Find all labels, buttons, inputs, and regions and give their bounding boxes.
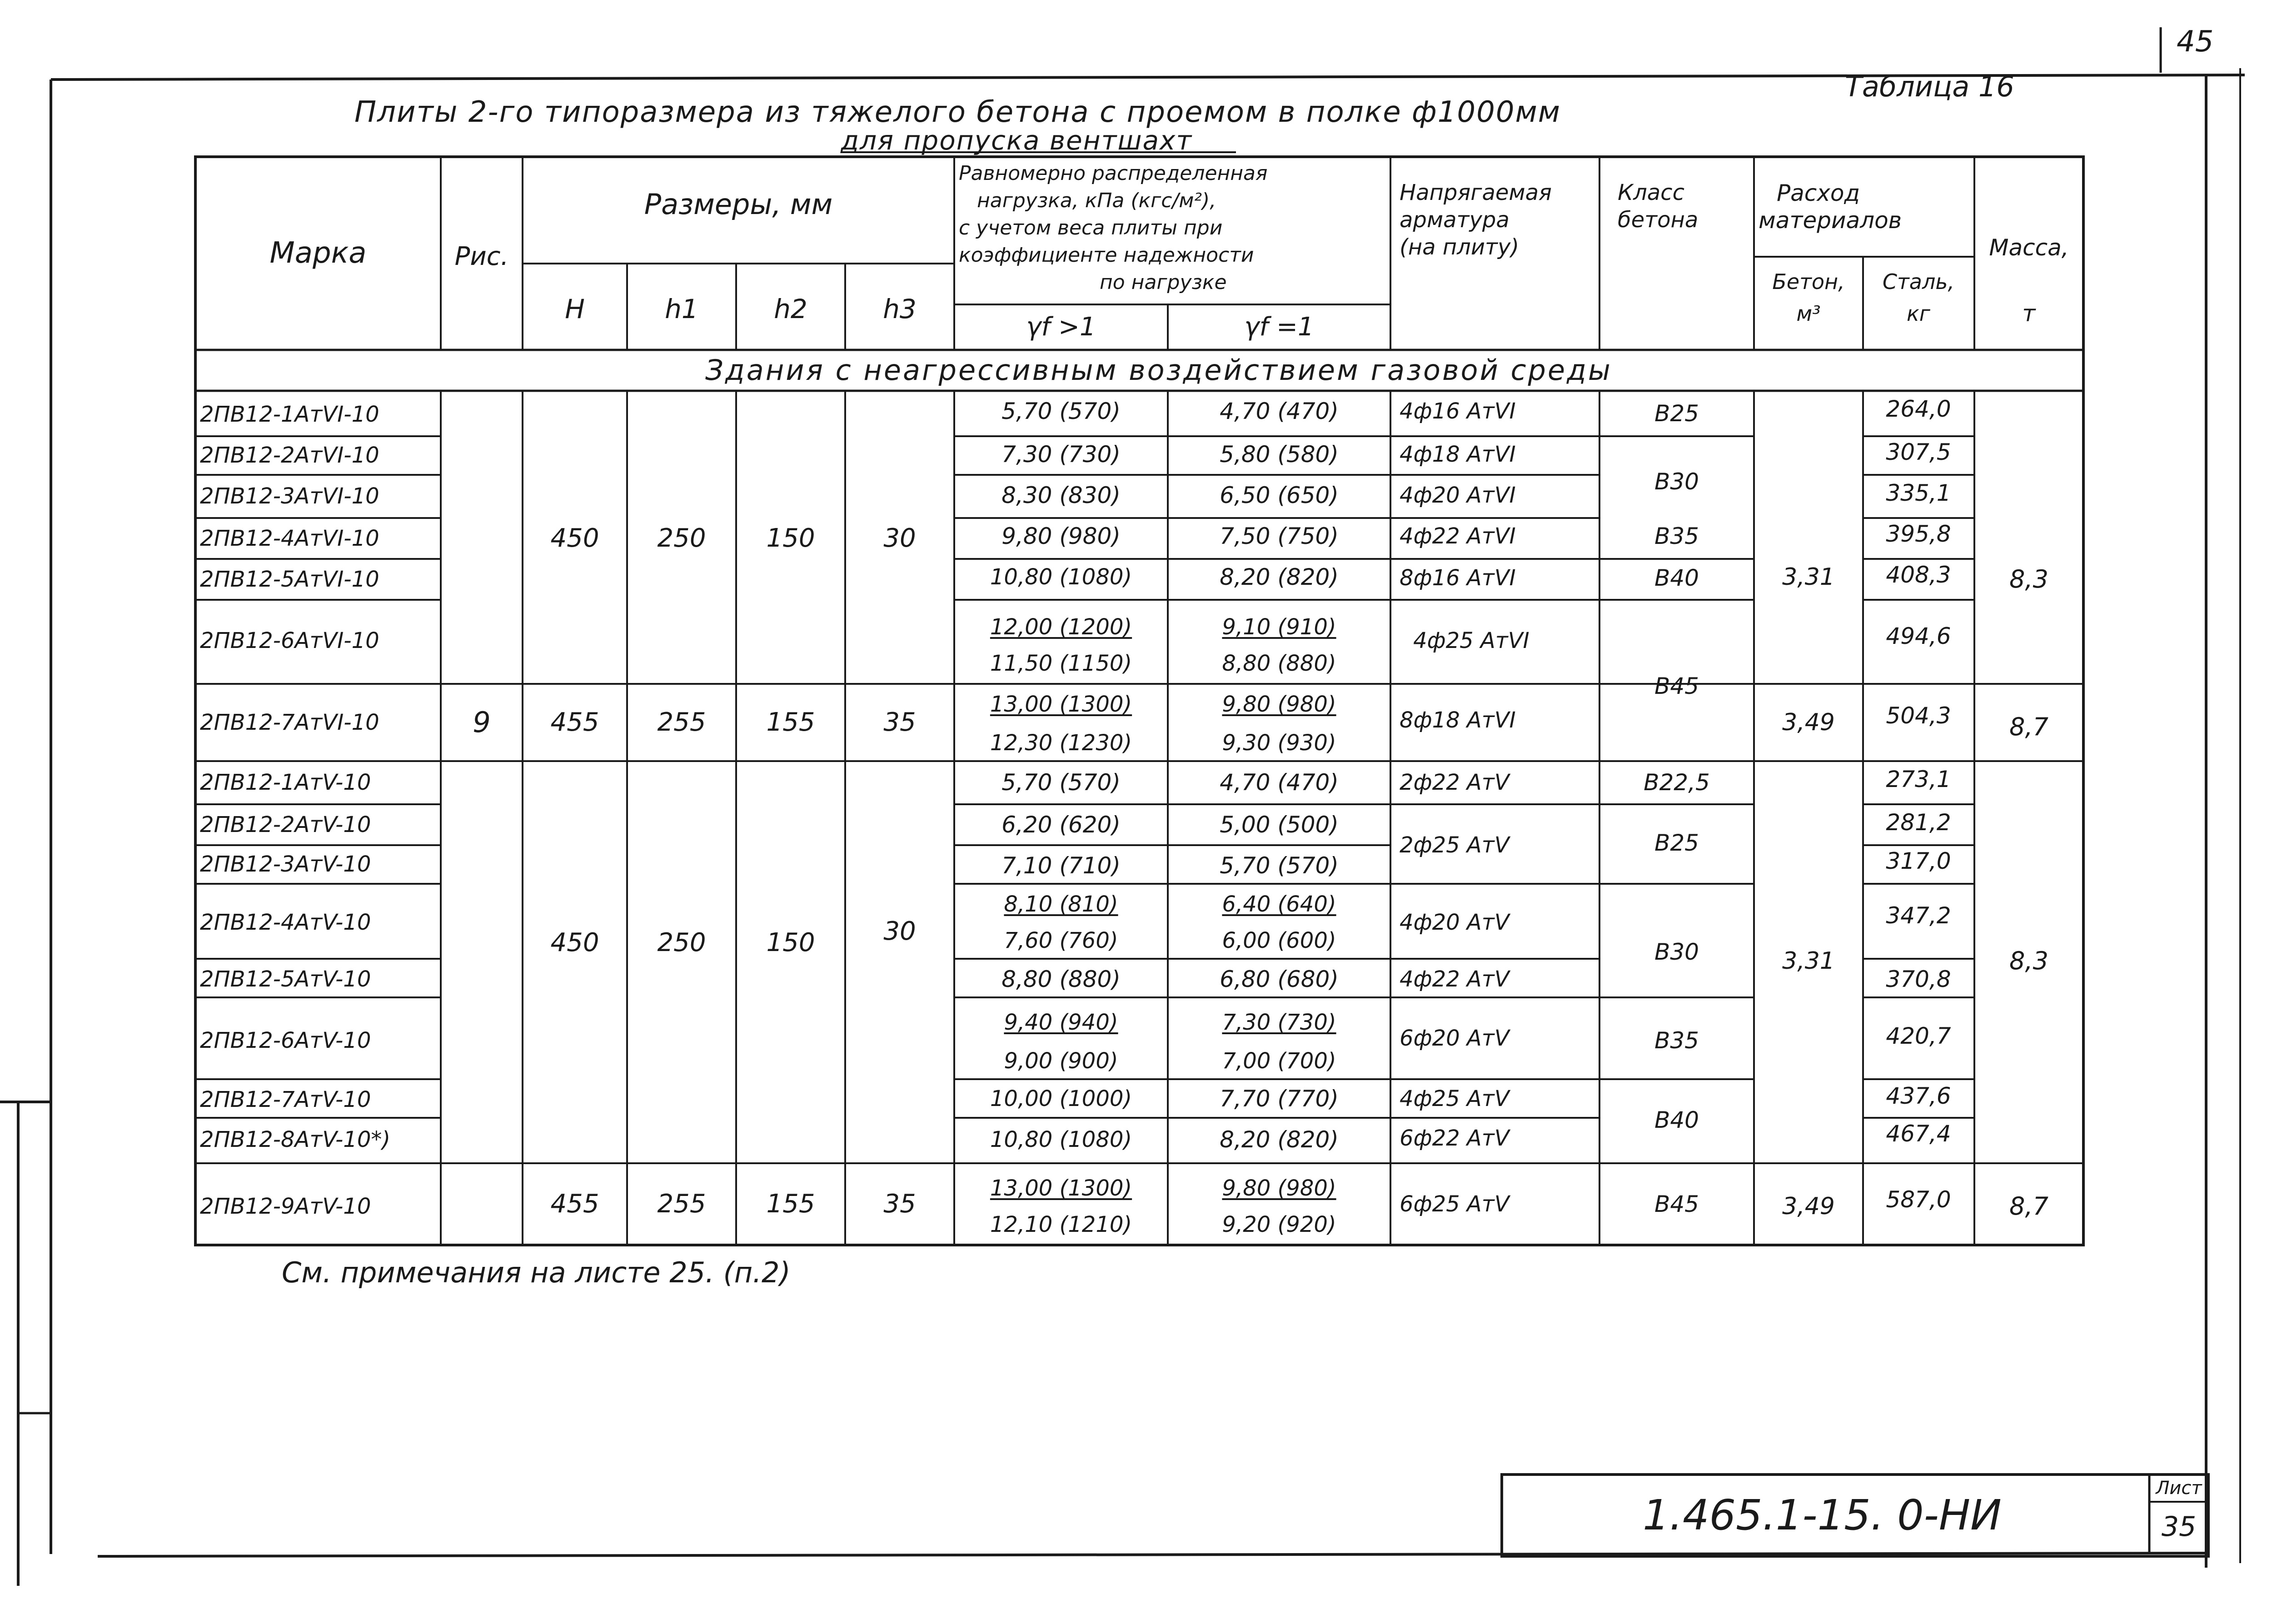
row-stal: 273,1 — [1886, 766, 1951, 792]
row-load-eq1: 6,80 (680) — [1220, 966, 1339, 992]
row-load-eq1: 5,00 (500) — [1220, 812, 1339, 838]
row-load-gt1: 9,40 (940) — [1004, 1010, 1118, 1035]
row-marka: 2ПВ12-7АтVI-10 — [200, 710, 379, 735]
header-stal-line2: кг — [1907, 301, 1930, 326]
armatura-value: 8ф16 АтVI — [1400, 565, 1516, 591]
armatura-value: 4ф20 АтVI — [1400, 483, 1516, 508]
row-stal: 281,2 — [1886, 809, 1951, 836]
row-load-gt1: 10,80 (1080) — [990, 564, 1132, 590]
header-beton-line1: Бетон, — [1772, 269, 1845, 294]
header-gf-eq1: γf =1 — [1244, 312, 1314, 342]
header-load-line1: Равномерно распределенная — [959, 162, 1268, 185]
row-load-eq1: 9,80 (980) — [1222, 1176, 1336, 1201]
header-klass-line2: бетона — [1618, 207, 1699, 233]
header-load-line2: нагрузка, кПа (кгс/м²), — [977, 189, 1216, 212]
massa-value: 8,7 — [2009, 712, 2048, 741]
dim-h3: 35 — [883, 707, 916, 737]
header-massa-line2: т — [2022, 300, 2036, 327]
dim-h1: 255 — [657, 1189, 706, 1219]
beton-value: 3,31 — [1782, 563, 1835, 591]
armatura-value: 4ф25 АтVI — [1413, 628, 1530, 653]
beton-value: 3,49 — [1782, 709, 1835, 736]
klass-value: В30 — [1654, 468, 1699, 495]
row-load-gt1: 12,10 (1210) — [990, 1212, 1132, 1237]
row-load-gt1: 6,20 (620) — [1001, 812, 1121, 838]
armatura-value: 8ф18 АтVI — [1400, 707, 1516, 733]
dim-H: 455 — [550, 1189, 599, 1219]
sheet-label: Лист — [2156, 1478, 2202, 1499]
dim-h2: 155 — [766, 1189, 815, 1219]
dim-h3: 30 — [883, 917, 916, 946]
row-load-gt1: 12,00 (1200) — [990, 614, 1132, 640]
header-ris: Рис. — [454, 242, 509, 271]
klass-value: В22,5 — [1644, 769, 1710, 796]
row-marka: 2ПВ12-6АтV-10 — [200, 1028, 371, 1053]
header-h3: h3 — [883, 294, 917, 324]
row-load-gt1: 12,30 (1230) — [990, 730, 1132, 756]
armatura-value: 4ф20 АтV — [1400, 910, 1510, 935]
header-load-line4: коэффициенте надежности — [959, 244, 1254, 267]
row-load-gt1: 10,00 (1000) — [990, 1086, 1132, 1111]
klass-value: В45 — [1654, 1191, 1699, 1217]
beton-value: 3,31 — [1782, 947, 1835, 975]
header-h1: h1 — [665, 294, 698, 324]
armatura-value: 4ф25 АтV — [1400, 1086, 1510, 1111]
dim-h2: 150 — [766, 928, 815, 957]
armatura-value: 2ф25 АтV — [1400, 832, 1510, 858]
dim-h3: 30 — [883, 523, 916, 553]
row-stal: 395,8 — [1886, 521, 1951, 547]
header-gf-gt1: γf >1 — [1026, 312, 1096, 342]
armatura-value: 6ф20 АтV — [1400, 1026, 1510, 1051]
row-stal: 335,1 — [1886, 480, 1951, 506]
row-load-gt1: 13,00 (1300) — [990, 1176, 1132, 1201]
row-load-gt1: 11,50 (1150) — [990, 651, 1132, 676]
row-marka: 2ПВ12-2АтVI-10 — [200, 443, 379, 468]
dim-H: 455 — [550, 707, 599, 737]
header-h2: h2 — [774, 294, 807, 324]
row-stal: 467,4 — [1886, 1121, 1951, 1147]
row-marka: 2ПВ12-4АтVI-10 — [200, 526, 379, 551]
row-load-gt1: 10,80 (1080) — [990, 1127, 1132, 1152]
row-marka: 2ПВ12-7АтV-10 — [200, 1087, 371, 1112]
dim-h1: 250 — [657, 928, 706, 957]
armatura-value: 4ф22 АтV — [1400, 966, 1510, 992]
row-marka: 2ПВ12-8АтV-10*) — [200, 1127, 391, 1152]
row-load-eq1: 8,20 (820) — [1220, 1126, 1339, 1153]
header-massa-line1: Масса, — [1989, 234, 2069, 261]
note: См. примечания на листе 25. (п.2) — [282, 1256, 791, 1289]
klass-value: В25 — [1654, 400, 1699, 427]
row-load-gt1: 8,10 (810) — [1004, 892, 1118, 917]
row-load-eq1: 4,70 (470) — [1220, 398, 1339, 424]
header-beton-line2: м³ — [1796, 301, 1821, 326]
row-stal: 370,8 — [1886, 966, 1951, 992]
header-raskhod-line1: Расход — [1777, 180, 1860, 206]
row-stal: 264,0 — [1886, 396, 1951, 422]
row-stal: 587,0 — [1886, 1186, 1951, 1213]
row-marka: 2ПВ12-4АтV-10 — [200, 910, 371, 935]
row-load-eq1: 7,30 (730) — [1222, 1010, 1336, 1035]
armatura-value: 4ф22 АтVI — [1400, 523, 1516, 549]
armatura-value: 2ф22 АтV — [1400, 770, 1510, 795]
row-load-gt1: 7,60 (760) — [1004, 928, 1118, 953]
row-marka: 2ПВ12-6АтVI-10 — [200, 628, 379, 653]
row-load-eq1: 8,20 (820) — [1220, 564, 1339, 590]
row-load-eq1: 9,80 (980) — [1222, 692, 1336, 717]
sheet-number: 35 — [2161, 1511, 2197, 1543]
header-load-line3: с учетом веса плиты при — [959, 216, 1223, 239]
row-load-eq1: 7,70 (770) — [1220, 1086, 1339, 1112]
armatura-value: 4ф18 АтVI — [1400, 442, 1516, 467]
row-load-eq1: 4,70 (470) — [1220, 769, 1339, 796]
row-marka: 2ПВ12-3АтV-10 — [200, 852, 371, 877]
row-load-eq1: 9,20 (920) — [1222, 1212, 1336, 1237]
klass-value: В40 — [1654, 565, 1699, 591]
dim-h3: 35 — [883, 1189, 916, 1219]
massa-value: 8,3 — [2009, 565, 2048, 593]
row-load-gt1: 7,10 (710) — [1001, 852, 1121, 879]
row-marka: 2ПВ12-1АтV-10 — [200, 770, 371, 795]
row-marka: 2ПВ12-1АтVI-10 — [200, 402, 379, 427]
header-armatura-line2: арматура — [1400, 207, 1510, 233]
row-load-eq1: 6,50 (650) — [1220, 482, 1339, 508]
dim-H: 450 — [550, 523, 599, 553]
row-stal: 504,3 — [1886, 702, 1951, 729]
klass-value: В35 — [1654, 1027, 1699, 1054]
beton-value: 3,49 — [1782, 1193, 1835, 1220]
document-code: 1.465.1-15. 0-НИ — [1643, 1491, 2002, 1539]
header-raskhod-line2: материалов — [1759, 207, 1902, 234]
row-load-eq1: 6,00 (600) — [1222, 928, 1336, 953]
header-stal-line1: Сталь, — [1882, 269, 1955, 294]
header-razmery: Размеры, мм — [644, 188, 833, 221]
dim-h2: 150 — [766, 523, 815, 553]
row-stal: 494,6 — [1886, 623, 1951, 649]
row-stal: 420,7 — [1886, 1023, 1951, 1049]
row-marka: 2ПВ12-5АтV-10 — [200, 966, 371, 992]
dim-h1: 255 — [657, 707, 706, 737]
row-stal: 317,0 — [1886, 848, 1951, 874]
row-load-gt1: 5,70 (570) — [1001, 769, 1121, 796]
row-load-eq1: 9,30 (930) — [1222, 730, 1336, 756]
header-load-line5: по нагрузке — [1100, 271, 1227, 294]
row-load-gt1: 13,00 (1300) — [990, 692, 1132, 717]
row-marka: 2ПВ12-9АтV-10 — [200, 1194, 371, 1219]
dim-h2: 155 — [766, 707, 815, 737]
row-stal: 408,3 — [1886, 562, 1951, 588]
header-armatura-line1: Напрягаемая — [1400, 180, 1552, 205]
row-marka: 2ПВ12-3АтVI-10 — [200, 483, 379, 509]
row-load-eq1: 5,70 (570) — [1220, 852, 1339, 879]
klass-value: В30 — [1654, 939, 1699, 965]
klass-value: В25 — [1654, 830, 1699, 856]
row-marka: 2ПВ12-5АтVI-10 — [200, 567, 379, 592]
dim-h1: 250 — [657, 523, 706, 553]
row-load-eq1: 9,10 (910) — [1222, 614, 1336, 640]
massa-value: 8,7 — [2009, 1192, 2048, 1220]
klass-value: В45 — [1654, 673, 1699, 699]
armatura-value: 6ф22 АтV — [1400, 1126, 1510, 1151]
row-load-gt1: 7,30 (730) — [1001, 441, 1121, 468]
klass-value: В40 — [1654, 1107, 1699, 1133]
row-load-eq1: 6,40 (640) — [1222, 892, 1336, 917]
dim-H: 450 — [550, 928, 599, 957]
row-load-gt1: 8,80 (880) — [1001, 966, 1121, 992]
header-armatura-line3: (на плиту) — [1400, 234, 1520, 260]
section-title: Здания с неагрессивным воздействием газовой среды — [705, 354, 1612, 387]
page-number-top: 45 — [2177, 25, 2214, 59]
row-load-eq1: 5,80 (580) — [1220, 441, 1339, 468]
row-load-eq1: 8,80 (880) — [1222, 651, 1336, 676]
table-title: Плиты 2-го типоразмера из тяжелого бетона с проемом в полке ф1000мм — [354, 95, 1561, 129]
table-label: Таблица 16 — [1845, 70, 2014, 103]
row-stal: 437,6 — [1886, 1083, 1951, 1109]
armatura-value: 6ф25 АтV — [1400, 1191, 1510, 1217]
row-load-eq1: 7,00 (700) — [1222, 1048, 1336, 1074]
row-load-gt1: 5,70 (570) — [1001, 398, 1121, 424]
massa-value: 8,3 — [2009, 947, 2048, 975]
row-stal: 347,2 — [1886, 902, 1951, 929]
row-load-gt1: 9,80 (980) — [1001, 523, 1121, 549]
header-klass-line1: Класс — [1618, 180, 1684, 205]
row-load-eq1: 7,50 (750) — [1220, 523, 1339, 549]
header-marka: Марка — [269, 236, 367, 270]
row-marka: 2ПВ12-2АтV-10 — [200, 812, 371, 837]
row-load-gt1: 9,00 (900) — [1004, 1048, 1118, 1074]
table-subtitle: для пропуска вентшахт — [841, 125, 1193, 156]
ris-value: 9 — [473, 706, 491, 739]
row-stal: 307,5 — [1886, 439, 1951, 465]
klass-value: В35 — [1654, 523, 1699, 549]
row-load-gt1: 8,30 (830) — [1001, 482, 1121, 508]
armatura-value: 4ф16 АтVI — [1400, 399, 1516, 424]
header-H: H — [565, 294, 585, 324]
